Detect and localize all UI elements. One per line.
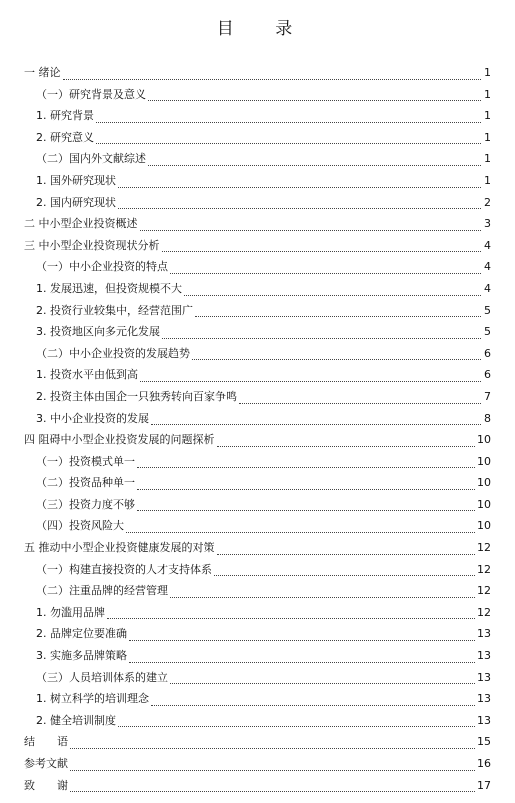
toc-entry-label: 2. 研究意义 (36, 127, 95, 149)
toc-entry-label: （二）投资品种单一 (36, 472, 136, 494)
toc-entry[interactable] (0, 515, 515, 537)
toc-entry[interactable] (0, 775, 515, 797)
dot-leader (184, 294, 481, 296)
toc-entry-label: 1. 发展迅速，但投资规模不大 (36, 278, 183, 300)
toc-entry-page-number: 10 (477, 476, 491, 490)
toc-entry[interactable] (0, 602, 515, 624)
toc-entry-label: （三）人员培训体系的建立 (36, 667, 169, 689)
toc-entry[interactable] (0, 710, 515, 732)
toc-entry-page-number: 6 (484, 368, 491, 382)
toc-entry-label: 2. 健全培训制度 (36, 710, 117, 732)
toc-entry-page-number: 5 (484, 325, 491, 339)
dot-leader (170, 682, 475, 684)
toc-entry-label: 致 谢 (24, 775, 69, 797)
toc-entry-label: 2. 投资行业较集中，经营范围广 (36, 300, 194, 322)
toc-entry-page-number: 1 (484, 152, 491, 166)
toc-entry[interactable] (0, 256, 515, 278)
toc-entry-page-number: 12 (477, 562, 491, 576)
toc-entry[interactable] (0, 192, 515, 214)
toc-entry[interactable] (0, 688, 515, 710)
toc-entry-page-number: 16 (477, 757, 491, 770)
toc-entry-page-number: 1 (484, 173, 491, 187)
toc-entry-label: 1. 国外研究现状 (36, 170, 117, 192)
toc-entry-label: （二）中小企业投资的发展趋势 (36, 343, 191, 365)
toc-entry-page-number: 10 (477, 433, 491, 447)
dot-leader (195, 315, 481, 317)
toc-entry-page-number: 1 (484, 87, 491, 101)
toc-entry[interactable] (0, 84, 515, 106)
dot-leader (137, 509, 475, 511)
toc-entry-page-number: 3 (484, 217, 491, 231)
toc-entry-page-number: 10 (477, 497, 491, 511)
toc-entry-label: 1. 研究背景 (36, 105, 95, 127)
dot-leader (140, 380, 481, 382)
toc-entry[interactable] (0, 408, 515, 430)
toc-entry[interactable] (0, 559, 515, 581)
toc-entry-label: 四 阻碍中小型企业投资发展的问题探析 (24, 429, 216, 451)
toc-entry-label: （四）投资风险大 (36, 515, 125, 537)
toc-entry-page-number: 4 (484, 281, 491, 295)
toc-entry[interactable] (0, 170, 515, 192)
dot-leader (107, 617, 475, 619)
dot-leader (70, 790, 475, 792)
dot-leader (217, 445, 476, 447)
dot-leader (70, 769, 475, 771)
dot-leader (137, 466, 475, 468)
toc-entry[interactable] (0, 537, 515, 559)
dot-leader (151, 423, 481, 425)
toc-entry-page-number: 10 (477, 519, 491, 533)
toc-entry-page-number: 13 (477, 692, 491, 706)
toc-entry[interactable] (0, 472, 515, 494)
toc-entry[interactable] (0, 451, 515, 473)
dot-leader (151, 704, 475, 706)
dot-leader (118, 725, 475, 727)
toc-entry-page-number: 2 (484, 195, 491, 209)
toc-entry[interactable] (0, 343, 515, 365)
dot-leader (118, 186, 481, 188)
toc-entry-label: 三 中小型企业投资现状分析 (24, 235, 161, 257)
toc-entry-page-number: 4 (484, 238, 491, 252)
toc-entry[interactable] (0, 127, 515, 149)
dot-leader (148, 99, 481, 101)
toc-entry-page-number: 12 (477, 605, 491, 619)
toc-entry-label: 一 绪论 (24, 62, 62, 84)
toc-entry-page-number: 17 (477, 778, 491, 792)
dot-leader (129, 661, 475, 663)
toc-entry-page-number: 7 (484, 389, 491, 403)
toc-entry[interactable] (0, 300, 515, 322)
dot-leader (217, 553, 476, 555)
toc-title: 目 录 (216, 19, 311, 39)
toc-entry[interactable] (0, 62, 515, 84)
dot-leader (137, 488, 475, 490)
toc-entry-label: （一）投资模式单一 (36, 451, 136, 473)
toc-entry[interactable] (0, 580, 515, 602)
toc-entry-label: （二）注重品牌的经营管理 (36, 580, 169, 602)
toc-entry-label: （一）中小企业投资的特点 (36, 256, 169, 278)
toc-entry-page-number: 10 (477, 454, 491, 468)
toc-entry-label: 2. 国内研究现状 (36, 192, 117, 214)
toc-entry-label: 2. 品牌定位要准确 (36, 623, 128, 645)
toc-entry[interactable] (0, 731, 515, 753)
dot-leader (239, 402, 481, 404)
toc-entry-label: 2. 投资主体由国企一只独秀转向百家争鸣 (36, 386, 238, 408)
toc-entry[interactable] (0, 278, 515, 300)
toc-entry-label: 结 语 (24, 731, 69, 753)
toc-entry-label: 五 推动中小型企业投资健康发展的对策 (24, 537, 216, 559)
toc-entry-page-number: 6 (484, 346, 491, 360)
toc-entry[interactable] (0, 321, 515, 343)
toc-entry[interactable] (0, 753, 515, 775)
dot-leader (96, 142, 481, 144)
toc-list (0, 62, 515, 796)
toc-entry-page-number: 1 (484, 66, 491, 79)
dot-leader (129, 639, 475, 641)
dot-leader (162, 337, 481, 339)
dot-leader (192, 358, 481, 360)
dot-leader (140, 229, 482, 231)
toc-entry-page-number: 13 (477, 713, 491, 727)
toc-entry-label: （三）投资力度不够 (36, 494, 136, 516)
dot-leader (63, 78, 482, 80)
toc-entry-page-number: 8 (484, 411, 491, 425)
dot-leader (214, 574, 475, 576)
toc-entry-label: 二 中小型企业投资概述 (24, 213, 139, 235)
dot-leader (70, 747, 475, 749)
dot-leader (126, 531, 475, 533)
dot-leader (118, 207, 481, 209)
toc-entry-page-number: 12 (477, 541, 491, 555)
toc-entry-label: （一）研究背景及意义 (36, 84, 147, 106)
toc-entry-page-number: 5 (484, 303, 491, 317)
toc-entry[interactable] (0, 494, 515, 516)
toc-entry-page-number: 15 (477, 735, 491, 749)
toc-entry-label: 3. 实施多品牌策略 (36, 645, 128, 667)
dot-leader (162, 250, 482, 252)
toc-entry[interactable] (0, 623, 515, 645)
toc-entry[interactable] (0, 235, 515, 257)
toc-entry-page-number: 1 (484, 130, 491, 144)
toc-entry-label: （一）构建直接投资的人才支持体系 (36, 559, 213, 581)
toc-entry[interactable] (0, 148, 515, 170)
toc-entry-page-number: 1 (484, 109, 491, 123)
toc-entry[interactable] (0, 213, 515, 235)
toc-entry-label: 3. 中小企业投资的发展 (36, 408, 150, 430)
dot-leader (148, 164, 481, 166)
toc-entry-label: 参考文献 (24, 753, 69, 775)
toc-entry[interactable] (0, 386, 515, 408)
toc-entry-page-number: 13 (477, 649, 491, 663)
dot-leader (170, 596, 475, 598)
dot-leader (170, 272, 481, 274)
toc-entry-page-number: 13 (477, 670, 491, 684)
toc-entry-label: 1. 勿滥用品牌 (36, 602, 106, 624)
toc-entry-label: 1. 树立科学的培训理念 (36, 688, 150, 710)
toc-entry[interactable] (0, 645, 515, 667)
dot-leader (96, 121, 481, 123)
toc-entry-label: 3. 投资地区向多元化发展 (36, 321, 161, 343)
toc-entry-label: 1. 投资水平由低到高 (36, 364, 139, 386)
toc-entry[interactable] (0, 429, 515, 451)
toc-entry[interactable] (0, 667, 515, 689)
toc-entry-page-number: 13 (477, 627, 491, 641)
toc-entry-page-number: 4 (484, 260, 491, 274)
toc-entry-label: （二）国内外文献综述 (36, 148, 147, 170)
toc-entry[interactable] (0, 364, 515, 386)
toc-entry[interactable] (0, 105, 515, 127)
toc-entry-page-number: 12 (477, 584, 491, 598)
